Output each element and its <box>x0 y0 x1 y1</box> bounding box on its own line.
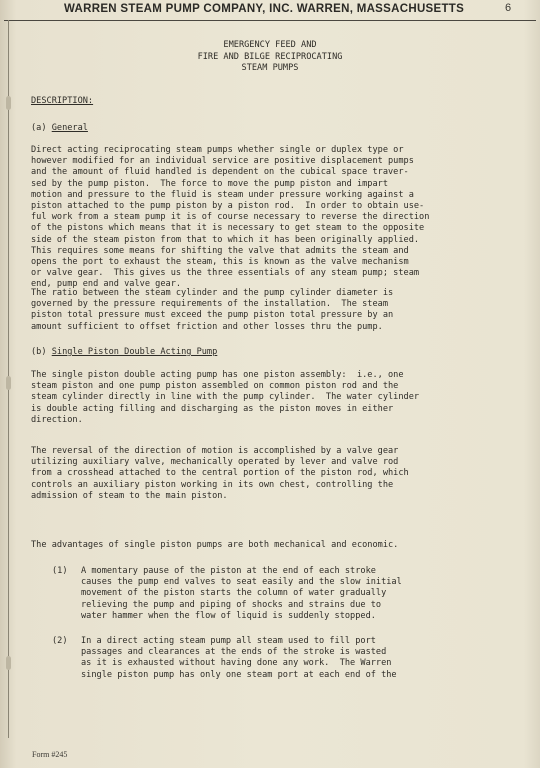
letterhead: WARREN STEAM PUMP COMPANY, INC. WARREN, MASSACHUSETTS <box>64 3 465 15</box>
header-rule <box>4 20 536 21</box>
section-heading-b <box>31 347 217 358</box>
section-label: (b) <box>31 347 47 357</box>
description-heading: DESCRIPTION: <box>31 96 94 106</box>
form-number: Form #245 <box>32 750 68 759</box>
page-number: 6 <box>505 2 512 14</box>
paragraph: The single piston double acting pump has one piston assembly: i.e., one steam piston and one pump piston assembled on common piston rod and the steam cylinder directly in line with the pump cylinder. The water cylinder is double acting filling and discharging as the piston moves in either direction. <box>31 370 420 425</box>
binding-hole-mark <box>6 96 11 110</box>
section-heading-a <box>31 123 88 134</box>
title-line: FIRE AND BILGE RECIPROCATING <box>197 51 343 62</box>
binding-hole-mark <box>6 376 11 390</box>
section-title: Single Piston Double Acting Pump <box>51 347 218 357</box>
list-item-number: (1) <box>52 566 68 576</box>
paragraph: The ratio between the steam cylinder and the pump cylinder diameter is governed by the pressure requirements of the installation. The steam piston total pressure must exceed the pump piston total pressure by an amount sufficient to offset friction and other losses thru the pump. <box>31 288 394 332</box>
paragraph: The reversal of the direction of motion is accomplished by a valve gear utilizing auxiliary valve, mechanically operated by lever and valve rod from a crosshead attached to the central portion of the piston rod, which controls an auxiliary piston working in its own chest, controlling the admission of steam to the main piston. <box>31 446 409 501</box>
title-line: STEAM PUMPS <box>241 63 299 74</box>
list-item-text: In a direct acting steam pump all steam used to fill port passages and clearances at the ends of the stroke is wasted as it is exhausted without having done any work. The Warren single piston pump has only one steam port at each end of the <box>81 636 397 680</box>
section-title: General <box>51 123 88 133</box>
title-line: EMERGENCY FEED AND <box>223 40 317 50</box>
section-label: (a) <box>31 123 47 133</box>
document-title <box>150 40 390 75</box>
paragraph: The advantages of single piston pumps are both mechanical and economic. <box>31 540 399 550</box>
binding-hole-mark <box>6 656 11 670</box>
list-item-text: A momentary pause of the piston at the end of each stroke causes the pump end valves to seat easily and the slow initial movement of the piston starts the column of water gradually relieving the pump and piping of shocks and strains due to water hammer when the flow of liquid is suddenly stopped. <box>81 566 402 621</box>
list-item-number: (2) <box>52 636 68 646</box>
paragraph: Direct acting reciprocating steam pumps whether single or duplex type or however modified for an individual service are positive displacement pumps and the amount of fluid handled is dependent on the cubical space traver- sed by the pump piston. The force to move the pump piston and impart motion and pressure to the fluid is steam under pressure working against a piston attached to the pump piston by a piston rod. In order to obtain use- ful work from a steam pump it is of course necessary to reverse the direction of the pistons which means that it is necessary to get steam to the opposite side of the steam piston from that to which it has been originally applied. This requires some means for shifting the valve that admits the steam and opens the port to exhaust the steam, this is known as the valve mechanism or valve gear. This gives us the three essentials of any steam pump; steam end, pump end and valve gear. <box>31 145 430 290</box>
